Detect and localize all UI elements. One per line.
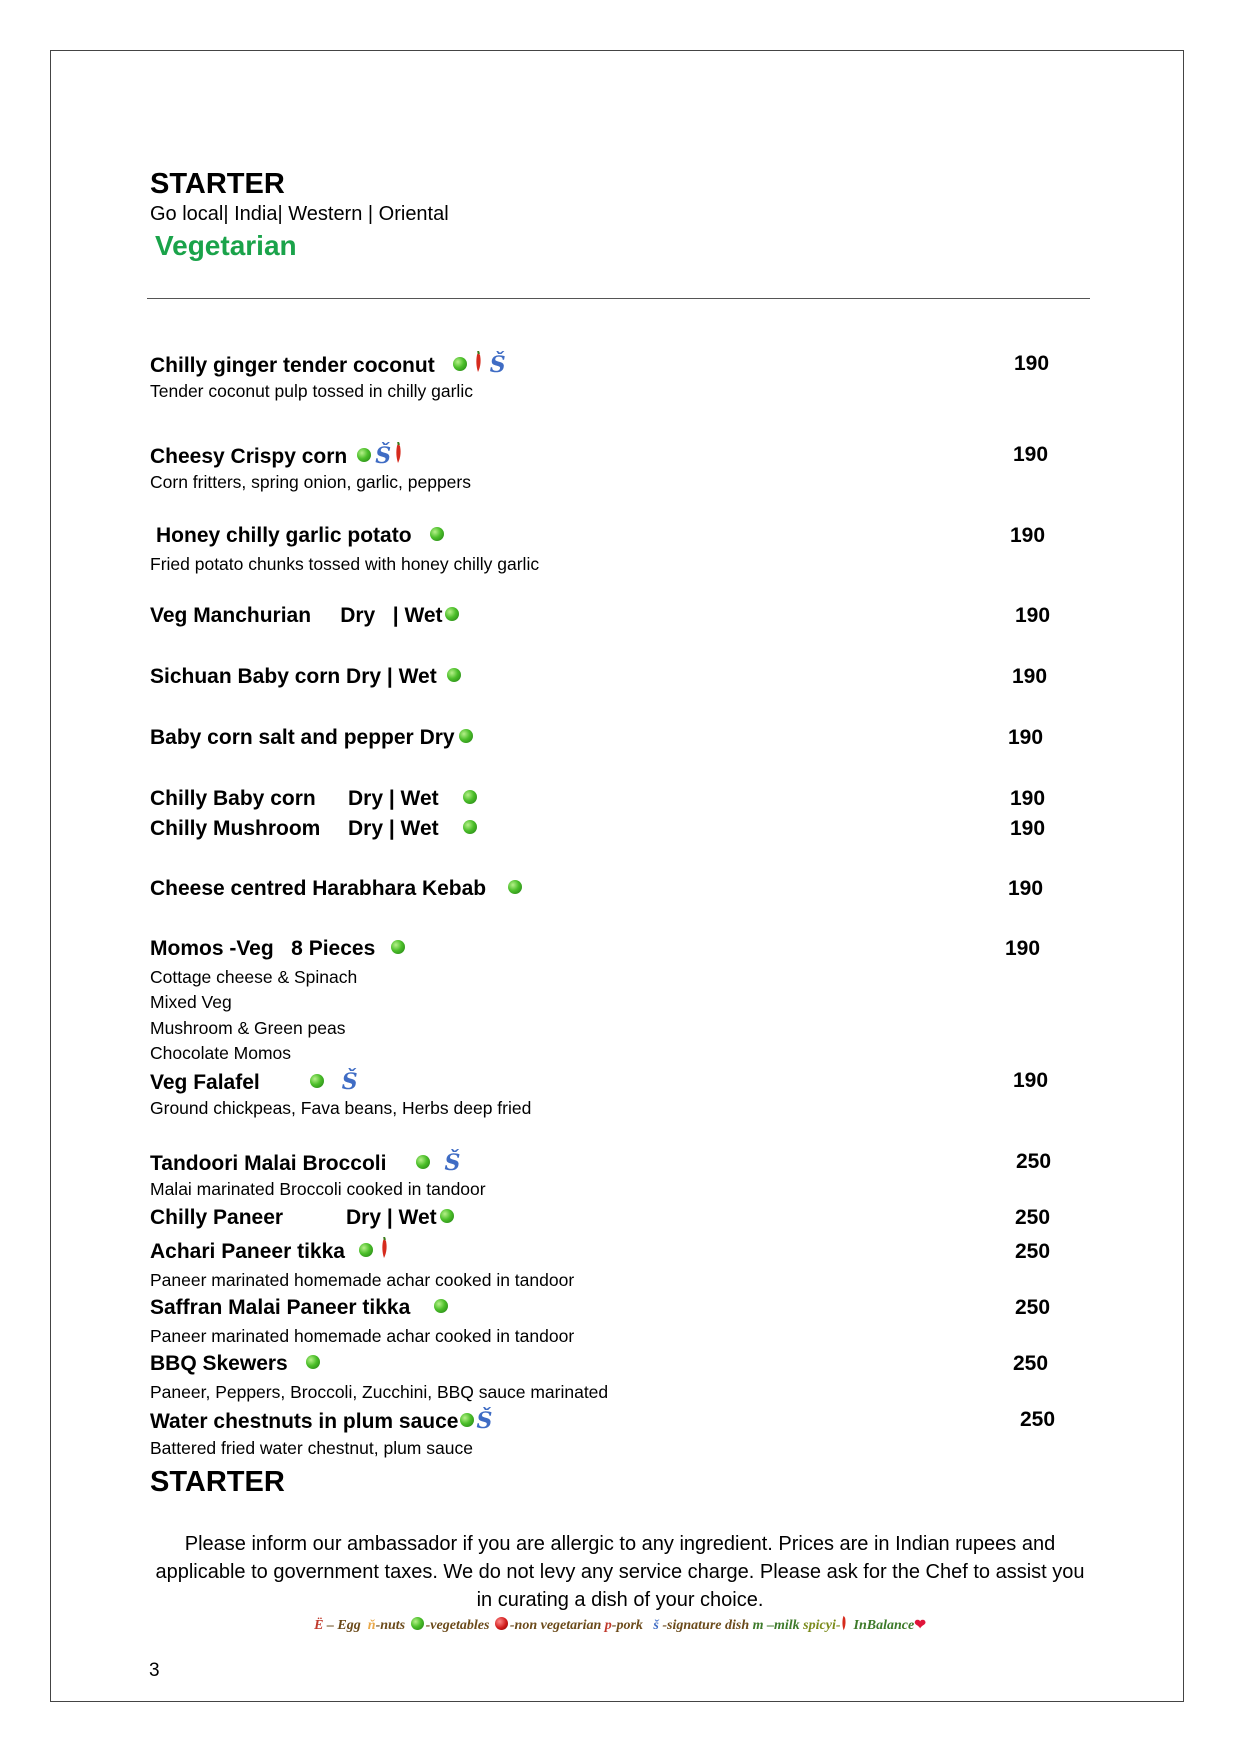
page-number: 3 (149, 1660, 160, 1681)
vegetable-icon (447, 668, 461, 682)
legend-nuts-symbol: ň (367, 1618, 376, 1633)
vegetable-icon (357, 448, 371, 462)
signature-icon: Š (444, 1150, 461, 1176)
menu-item-name: Chilly Baby corn (150, 787, 316, 810)
vegetable-icon (434, 1299, 448, 1313)
chili-icon (381, 1237, 388, 1259)
menu-item-price: 190 (1012, 665, 1048, 688)
menu-option: Cottage cheese & Spinach (150, 967, 358, 987)
menu-item-variant: Dry | Wet (346, 1206, 458, 1230)
vegetable-icon (508, 880, 522, 894)
menu-item-name: Momos -Veg 8 Pieces (150, 937, 409, 961)
legend-milk-symbol: m (752, 1618, 764, 1633)
symbol-legend (150, 1617, 1090, 1634)
menu-option: Mushroom & Green peas (150, 1018, 346, 1038)
menu-item-description: Battered fried water chestnut, plum sauce (150, 1438, 473, 1458)
menu-item-name: BBQ Skewers (150, 1352, 324, 1376)
menu-item-name: Saffran Malai Paneer tikka (150, 1296, 452, 1320)
menu-item-description: Paneer marinated homemade achar cooked in tandoor (150, 1270, 575, 1290)
menu-item-price: 250 (1016, 1150, 1052, 1173)
menu-item-name: Chilly Mushroom (150, 817, 321, 840)
cuisine-subtitle: Go local| India| Western | Oriental (150, 203, 449, 225)
vegetable-icon (459, 729, 473, 743)
menu-item-price: 250 (1020, 1408, 1056, 1431)
menu-item-name: Chilly ginger tender coconut Š (150, 352, 506, 378)
legend-egg: – Egg (326, 1618, 361, 1633)
vegetable-icon (463, 820, 477, 834)
menu-item-price: 190 (1008, 726, 1044, 749)
legend-nuts: -nuts (375, 1618, 406, 1633)
menu-item-name: Honey chilly garlic potato (156, 524, 448, 548)
menu-item-price: 190 (1014, 352, 1050, 375)
menu-item-price: 190 (1015, 604, 1051, 627)
menu-item-price: 190 (1005, 937, 1041, 960)
divider (147, 298, 1090, 299)
signature-icon: Š (375, 443, 392, 469)
menu-option: Chocolate Momos (150, 1043, 292, 1063)
menu-item-name: Sichuan Baby corn Dry | Wet (150, 665, 465, 689)
vegetable-icon (359, 1243, 373, 1257)
legend-signature: -signature dish (662, 1618, 750, 1633)
signature-icon: Š (476, 1408, 493, 1434)
menu-item-name: Cheesy Crispy corn Š (150, 443, 406, 469)
menu-item-name: Achari Paneer tikka (150, 1240, 392, 1264)
menu-item-variant: Dry | Wet (348, 787, 481, 811)
menu-item-description: Fried potato chunks tossed with honey chilly garlic (150, 554, 540, 574)
legend-pork: -pork (611, 1618, 643, 1633)
menu-item-name: Veg Manchurian Dry | Wet (150, 604, 463, 628)
legend-inbalance: InBalance (853, 1618, 915, 1633)
menu-item-price: 190 (1013, 443, 1049, 466)
menu-item-name: Veg Falafel Š (150, 1069, 358, 1095)
menu-item-description: Corn fritters, spring onion, garlic, peppers (150, 472, 471, 492)
signature-icon: Š (489, 352, 506, 378)
legend-signature-symbol: š (653, 1618, 659, 1633)
legend-milk: –milk (767, 1618, 800, 1633)
menu-item-variant: Dry | Wet (348, 817, 481, 841)
menu-item-price: 190 (1010, 787, 1046, 810)
menu-item-name: Cheese centred Harabhara Kebab (150, 877, 526, 901)
allergy-notice: Please inform our ambassador if you are allergic to any ingredient. Prices are in Indian rupees and applicable to government taxes. We do not levy any service charge. Please ask for the Chef to assist you in curating a dish of your choice. (155, 1533, 1085, 1611)
vegetable-icon (453, 357, 467, 371)
menu-item-description: Paneer, Peppers, Broccoli, Zucchini, BBQ sauce marinated (150, 1382, 609, 1402)
menu-item-price: 190 (1008, 877, 1044, 900)
menu-item-price: 190 (1010, 817, 1046, 840)
menu-option: Mixed Veg (150, 992, 232, 1012)
legend-egg-symbol: Ë (314, 1618, 324, 1633)
legend-pork-symbol: p (604, 1618, 612, 1633)
vegetable-icon (445, 607, 459, 621)
menu-item-name: Chilly Paneer (150, 1206, 284, 1229)
vegetable-icon (430, 527, 444, 541)
vegetable-icon (391, 940, 405, 954)
menu-item-price: 190 (1010, 524, 1046, 547)
heart-icon: ❤ (914, 1618, 926, 1633)
menu-item-name: Baby corn salt and pepper Dry (150, 726, 477, 750)
menu-item-description: Paneer marinated homemade achar cooked in tandoor (150, 1326, 575, 1346)
vegetable-icon (463, 790, 477, 804)
chili-icon (475, 351, 482, 373)
menu-item-name: Water chestnuts in plum sauce Š (150, 1408, 493, 1434)
menu-item-description: Malai marinated Broccoli cooked in tandoor (150, 1179, 486, 1199)
legend-non-veg: -non vegetarian (509, 1618, 602, 1633)
footer-title: STARTER (150, 1466, 285, 1498)
menu-item-description: Tender coconut pulp tossed in chilly garlic (150, 381, 473, 401)
vegetarian-heading: Vegetarian (155, 230, 297, 261)
menu-item-price: 250 (1013, 1352, 1049, 1375)
menu-item-price: 250 (1015, 1206, 1051, 1229)
menu-item-price: 190 (1013, 1069, 1049, 1092)
vegetable-icon (306, 1355, 320, 1369)
vegetable-icon (416, 1155, 430, 1169)
vegetable-icon (411, 1617, 424, 1630)
menu-item-description: Ground chickpeas, Fava beans, Herbs deep fried (150, 1098, 532, 1118)
legend-spicy: spicyi- (803, 1618, 841, 1633)
chili-icon (395, 442, 402, 464)
menu-item-price: 250 (1015, 1296, 1051, 1319)
legend-vegetables: -vegetables (425, 1618, 490, 1633)
vegetable-icon (440, 1209, 454, 1223)
signature-icon: Š (341, 1069, 358, 1095)
menu-item-name: Tandoori Malai Broccoli Š (150, 1150, 461, 1176)
vegetable-icon (310, 1074, 324, 1088)
menu-item-price: 250 (1015, 1240, 1051, 1263)
chili-icon (841, 1615, 847, 1631)
non-veg-icon (495, 1617, 508, 1630)
vegetable-icon (460, 1413, 474, 1427)
page-title: STARTER (150, 168, 285, 200)
